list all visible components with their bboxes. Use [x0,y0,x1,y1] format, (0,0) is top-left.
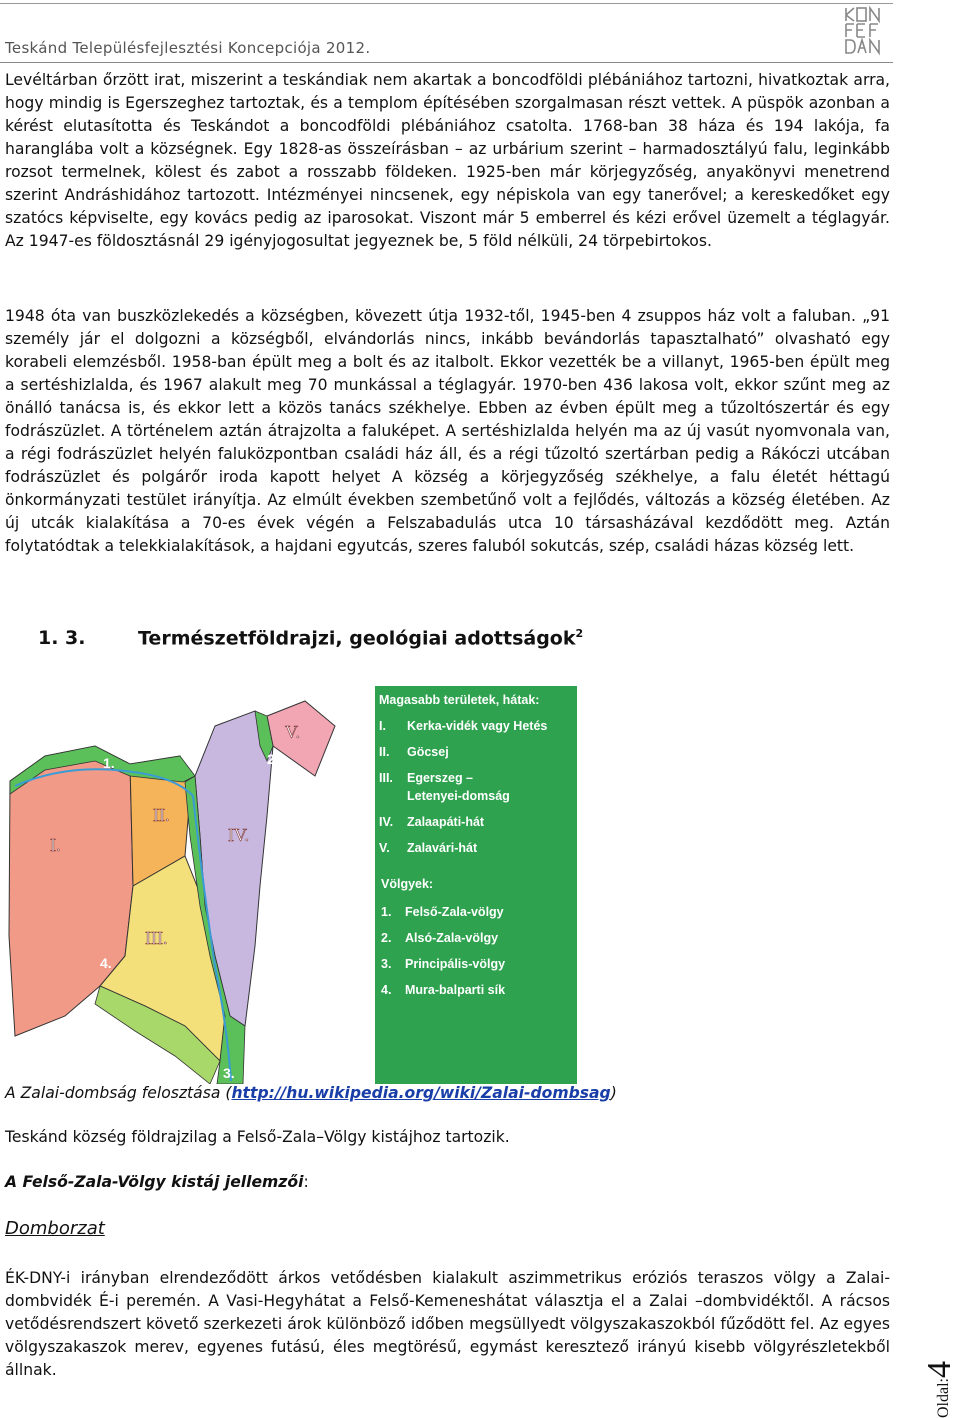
legend-name-III-cont: Letenyei-domság [407,789,510,803]
legend-num-II: II. [379,745,390,759]
subheading-suffix: : [303,1173,309,1191]
caption-link[interactable]: http://hu.wikipedia.org/wiki/Zalai-dombsag [231,1084,611,1102]
legend-heading-valleys: Völgyek: [381,877,434,891]
map-label-V: V. [285,722,301,742]
paragraph-relief: ÉK-DNY-i irányban elrendeződött árkos vetődésben kialakult aszimmetrikus eróziós teraszos völgy a Zalai-dombvidék É-i peremén. A Vasi-Hegyhátat a Felső-Kemeneshátat választja el a Zalai –dombvidéktől. A rácsos vetődésrendszert követő szerkezeti árok különböző időben megsüllyedt völgyszakaszokból fűződött fel. Az egyes völgyszakaszok merev, egyenes futású, éles megtörésű, egymást keresztező irányú kisebb völgyrészletekből állnak. [5,1269,890,1379]
map-figure [5,686,577,1084]
map-label-I: I. [50,835,61,855]
legend-name-3: Principális-völgy [405,957,506,971]
subsubheading-text: Domborzat [5,1218,105,1239]
map-label-1: 1. [103,755,115,771]
map-label-II: II. [153,805,170,825]
subsubheading [5,1218,105,1239]
caption-text: A Zalai-dombság felosztása ( [5,1084,232,1102]
legend-num-IV: IV. [379,815,394,829]
section-heading [38,627,583,649]
legend-heading-highlands: Magasabb területek, hátak: [379,693,540,707]
legend-name-4: Mura-balparti sík [405,983,506,997]
legend-num-3: 3. [381,957,392,971]
page-number [918,1340,958,1418]
section-title: Természetföldrajzi, geológiai adottságok [138,627,576,650]
map-label-2: 2. [267,751,279,767]
paragraph-history-1: Levéltárban őrzött irat, miszerint a teskándiak nem akartak a boncodföldi plébániához tartozni, hivatkoztak arra, hogy mindig is Egerszeghez tartoztak, és a templom építésében szorgalmasan részt vettek. A püspök azonban a kérést elutasította és Teskándot a boncodföldi plébániához csatolta. 1768-ban 38 háza és 194 lakója, fa haranglába volt a községnek. Egy 1828-as összeírásban – az urbárium szerint – harmadosztályú falu, leginkább rozsot termelnek, kölest és zabot a rosszabb földeken. 1925-ben már körjegyzőség, anyakönyvi menetrend szerint Andráshidához tartozott. Intézményei nincsenek, egy népiskola van egy tanerővel; a kereskedőket egy szatócs képviselte, egy kovács pedig az iparosokat. Viszont már 5 emberrel és kézi erővel üzemelt a téglagyár. Az 1947-es földosztásnál 29 igényjogosultat jegyeznek be, 5 föld nélküli, 24 törpebirtokos. [5,71,890,250]
paragraph-history-2: 1948 óta van buszközlekedés a községben, kövezett útja 1932-től, 1945-ben 4 zsuppos ház volt a faluban. „91 személy jár el dolgozni a községből, elvándorlás nincs, inkább bevándorlás tapasztalható” olvasható egy korabeli elemzésből. 1958-ban épült meg a bolt és az italbolt. Ekkor vezették be a villanyt, 1965-ben épült meg a sertéshizlalda, és 1967 alakult meg 70 munkással a téglagyár. 1970-ben 436 lakosa volt, ekkor szűnt meg az önálló tanácsa is, és ekkor lett a közös tanács székhelye. Ebben az évben épült meg a tűzoltószertár és egy fodrászüzlet. A történelem aztán átrajzolta a faluképet. A sertéshizlalda helyén ma az új vasút nyomvonala van, a régi fodrászüzlet helyén faluközpontban családi ház áll, és a régi tűzoltó szertárban pedig a Rákóczi utcában fodrászüzlet és polgárőr iroda kapott helyet A község a körjegyzőség székhelye, a falu életét héttagú önkormányzati testület irányítja. Az elmúlt években szembetűnő volt a fejlődés, változás a község életében. Az új utcák kialakítása a 70-es évek végén a Felszabadulás utca 10 társasházával kezdődött meg. Aztán folytatódtak a telekkialakítások, a hajdani egyutcás, szeres faluból sokutcás, szép, családi házas község lett. [5,307,890,555]
legend-name-I: Kerka-vidék vagy Hetés [407,719,548,733]
footnote-ref: 2 [575,627,584,640]
legend-name-2: Alsó-Zala-völgy [405,931,499,945]
header-title: Teskánd Településfejlesztési Koncepciója 2012. [5,39,371,57]
map-label-3: 3. [223,1065,235,1081]
legend-num-2: 2. [381,931,392,945]
page-header [0,0,893,63]
page-number-value: 4 [921,1361,958,1378]
map-label-III: III. [145,928,168,948]
page-label: Oldal: [935,1378,952,1418]
map-label-4: 4. [100,955,112,971]
legend-name-V: Zalavári-hát [407,841,478,855]
legend-name-III: Egerszeg – [407,771,474,785]
legend-num-1: 1. [381,905,392,919]
legend-num-4: 4. [381,983,392,997]
legend-num-V: V. [379,841,390,855]
legend-name-1: Felső-Zala-völgy [405,905,504,919]
section-number: 1. 3. [38,627,86,650]
header-top-rule [0,3,893,4]
legend-num-I: I. [379,719,386,733]
konferan-logo [843,5,891,57]
legend-num-III: III. [379,771,393,785]
legend-name-IV: Zalaapáti-hát [407,815,485,829]
legend-name-II: Göcsej [407,745,449,759]
geo-statement: Teskánd község földrajzilag a Felső-Zala–Völgy kistájhoz tartozik. [5,1128,510,1146]
zalai-dombsag-map [5,686,577,1084]
map-caption [5,1084,617,1102]
caption-close: ) [610,1084,617,1102]
subheading-text: A Felső-Zala-Völgy kistáj jellemzői [5,1173,304,1191]
map-label-IV: IV. [228,825,250,845]
subheading [5,1173,309,1191]
